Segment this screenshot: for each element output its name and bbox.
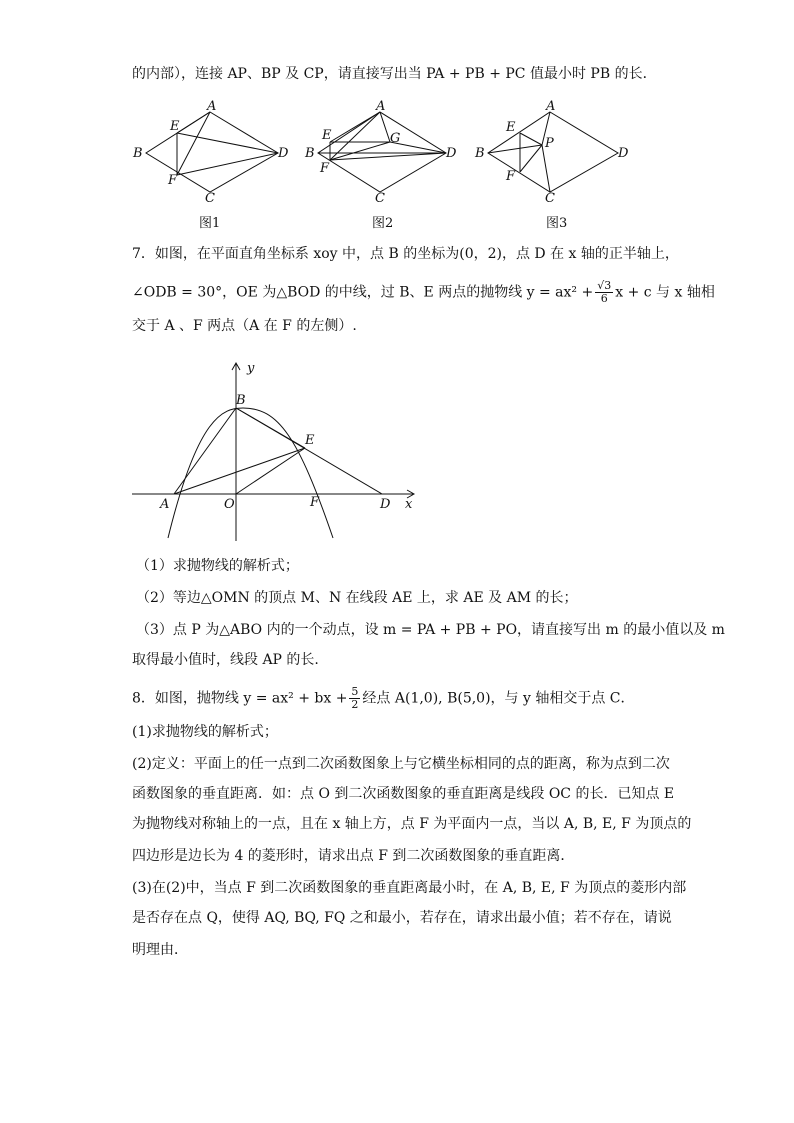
q7-part-2: （2）等边△OMN 的顶点 M、N 在线段 AE 上，求 AE 及 AM 的长； bbox=[136, 590, 578, 606]
fig1-caption: 图1 bbox=[199, 216, 221, 231]
fig3-label-b: B bbox=[475, 146, 485, 161]
fig1-label-a: A bbox=[207, 99, 217, 114]
q7-label-e: E bbox=[305, 433, 315, 448]
q7-frac-num: √3 bbox=[597, 279, 612, 292]
q7-fraction bbox=[595, 280, 613, 305]
fig2-label-d: D bbox=[446, 146, 457, 161]
q7-line-1: 7．如图，在平面直角坐标系 xoy 中，点 B 的坐标为(0，2)，点 D 在 x 轴的正半轴上， bbox=[132, 246, 679, 262]
fig3-label-c: C bbox=[545, 191, 555, 206]
fig2-label-g: G bbox=[390, 131, 401, 146]
q7-part-1: （1）求抛物线的解析式； bbox=[136, 558, 299, 574]
q8-part-3-line-3: 明理由． bbox=[132, 942, 188, 958]
q8-part-3: (3)在(2)中，当点 F 到二次函数图象的垂直距离最小时，在 A, B, E, F 为顶点的菱形内部 bbox=[132, 880, 687, 896]
q8-frac-num: 5 bbox=[351, 685, 359, 698]
fig3-label-e: E bbox=[506, 120, 516, 135]
fig1-label-d: D bbox=[278, 146, 289, 161]
q8-part-2-line-2: 函数图象的垂直距离．如：点 O 到二次函数图象的垂直距离是线段 OC 的长．已知点 E bbox=[132, 786, 675, 802]
q7-part-3: （3）点 P 为△ABO 内的一个动点，设 m = PA + PB + PO，请直接写出 m 的最小值以及 m bbox=[136, 622, 725, 638]
fig3-label-d: D bbox=[618, 146, 629, 161]
q7-label-a: A bbox=[160, 497, 170, 512]
q7-label-f: F bbox=[310, 495, 320, 510]
q6-figure-1 bbox=[128, 98, 298, 208]
fig3-label-p: P bbox=[545, 136, 554, 151]
fig2-label-b: B bbox=[305, 146, 315, 161]
q7-figure bbox=[128, 356, 428, 546]
q6-tail-text: 的内部），连接 AP、BP 及 CP，请直接写出当 PA + PB + PC 值最小时 PB 的长． bbox=[132, 66, 657, 82]
fig1-label-c: C bbox=[205, 191, 215, 206]
q8-part-2-line-4: 四边形是边长为 4 的菱形时，请求出点 F 到二次函数图象的垂直距离． bbox=[132, 848, 575, 864]
q7-label-d: D bbox=[380, 497, 391, 512]
fig2-label-a: A bbox=[376, 99, 386, 114]
fig2-label-e: E bbox=[322, 128, 332, 143]
fig2-caption: 图2 bbox=[372, 216, 394, 231]
fig2-label-c: C bbox=[375, 191, 385, 206]
q8-fraction bbox=[349, 686, 360, 711]
q7-label-o: O bbox=[224, 497, 235, 512]
q6-figure-2 bbox=[300, 98, 470, 208]
q8-part-2: (2)定义：平面上的任一点到二次函数图象上与它横坐标相同的点的距离，称为点到二次 bbox=[132, 756, 670, 772]
q7-label-b: B bbox=[236, 393, 246, 408]
fig3-label-a: A bbox=[546, 99, 556, 114]
fig1-label-f: F bbox=[168, 173, 178, 188]
q7-part-3-cont: 取得最小值时，线段 AP 的长. bbox=[132, 652, 319, 668]
q7-frac-den: 6 bbox=[600, 292, 608, 305]
q7-line-3: 交于 A 、F 两点（A 在 F 的左侧）. bbox=[132, 318, 357, 334]
fig1-label-e: E bbox=[170, 119, 180, 134]
fig3-label-f: F bbox=[506, 169, 516, 184]
q6-figure-3 bbox=[470, 98, 640, 208]
q8-line-1b: 经点 A(1,0), B(5,0)，与 y 轴相交于点 C． bbox=[362, 690, 635, 707]
q8-part-2-line-3: 为抛物线对称轴上的一点，且在 x 轴上方，点 F 为平面内一点，当以 A, B, E, F 为顶点的 bbox=[132, 816, 692, 832]
q7-line-2b: x + c 与 x 轴相 bbox=[615, 284, 715, 301]
fig2-label-f: F bbox=[320, 161, 330, 176]
q7-label-y: y bbox=[247, 361, 255, 376]
q8-part-1: (1)求抛物线的解析式； bbox=[132, 724, 278, 740]
q7-line-2 bbox=[132, 280, 715, 305]
q8-line-1 bbox=[132, 686, 635, 711]
fig1-label-b: B bbox=[133, 146, 143, 161]
q8-part-3-line-2: 是否存在点 Q，使得 AQ, BQ, FQ 之和最小，若存在，请求出最小值；若不存在，请说 bbox=[132, 910, 672, 926]
q8-frac-den: 2 bbox=[351, 698, 359, 711]
q8-line-1a: 8．如图，抛物线 y = ax² + bx + bbox=[132, 690, 348, 707]
fig3-caption: 图3 bbox=[546, 216, 568, 231]
q7-line-2a: ∠ODB = 30°，OE 为△BOD 的中线，过 B、E 两点的抛物线 y = ax² + bbox=[132, 284, 594, 301]
q7-label-x: x bbox=[405, 497, 413, 512]
